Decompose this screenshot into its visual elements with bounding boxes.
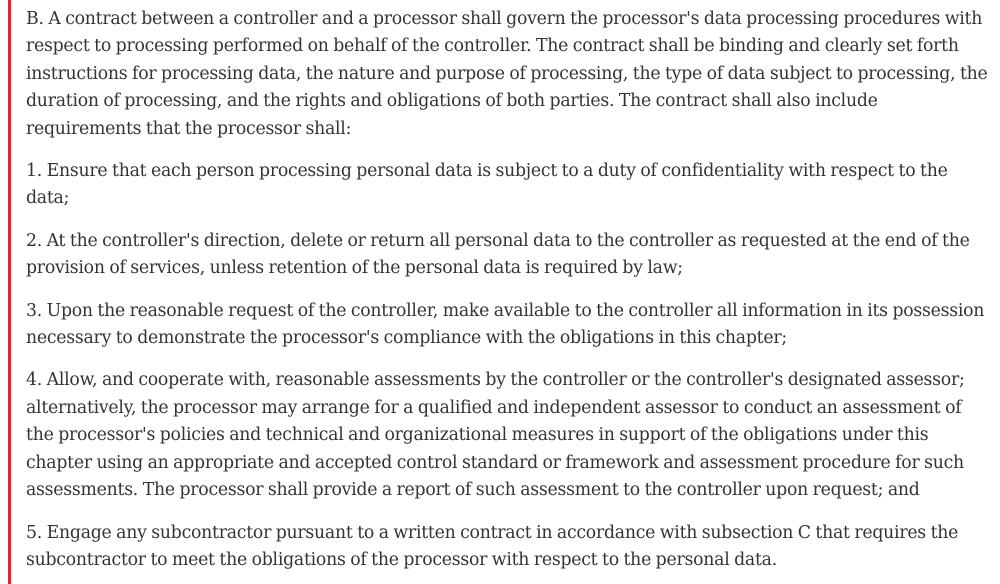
paragraph-intro: B. A contract between a controller and a processor shall govern the processor's data processing procedures with respect to processing performed on behalf of the controller. The contract shall be binding and clearly set forth instructions for processing data, the nature and purpose of processing, the type of data subject to processing, the duration of processing, and the rights and obligations of both parties. The contract shall also include requirements that the processor shall: (26, 9, 988, 139)
paragraph-item-2: 2. At the controller's direction, delete or return all personal data to the controller as requested at the end of the provision of services, unless retention of the personal data is required by law; (26, 230, 970, 279)
paragraph-item-1: 1. Ensure that each person processing personal data is subject to a duty of confidentiality with respect to the data; (26, 161, 948, 209)
blockquote (8, 0, 993, 584)
paragraph-item-4: 4. Allow, and cooperate with, reasonable assessments by the controller or the controller's designated assessor; alternatively, the processor may arrange for a qualified and independent assessor to conduct an assessment of the processor's policies and technical and organizational measures in support of the obligations under this chapter using an appropriate and accepted control standard or framework and assessment procedure for such assessments. The processor shall provide a report of such assessment to the controller upon request; and (26, 370, 965, 501)
paragraph-item-3: 3. Upon the reasonable request of the controller, make available to the controller all information in its possession necessary to demonstrate the processor's compliance with the obligations in this chapter; (26, 300, 985, 349)
paragraph-item-5: 5. Engage any subcontractor pursuant to a written contract in accordance with subsection C that requires the subcontractor to meet the obligations of the processor with respect to the personal data. (26, 522, 959, 570)
